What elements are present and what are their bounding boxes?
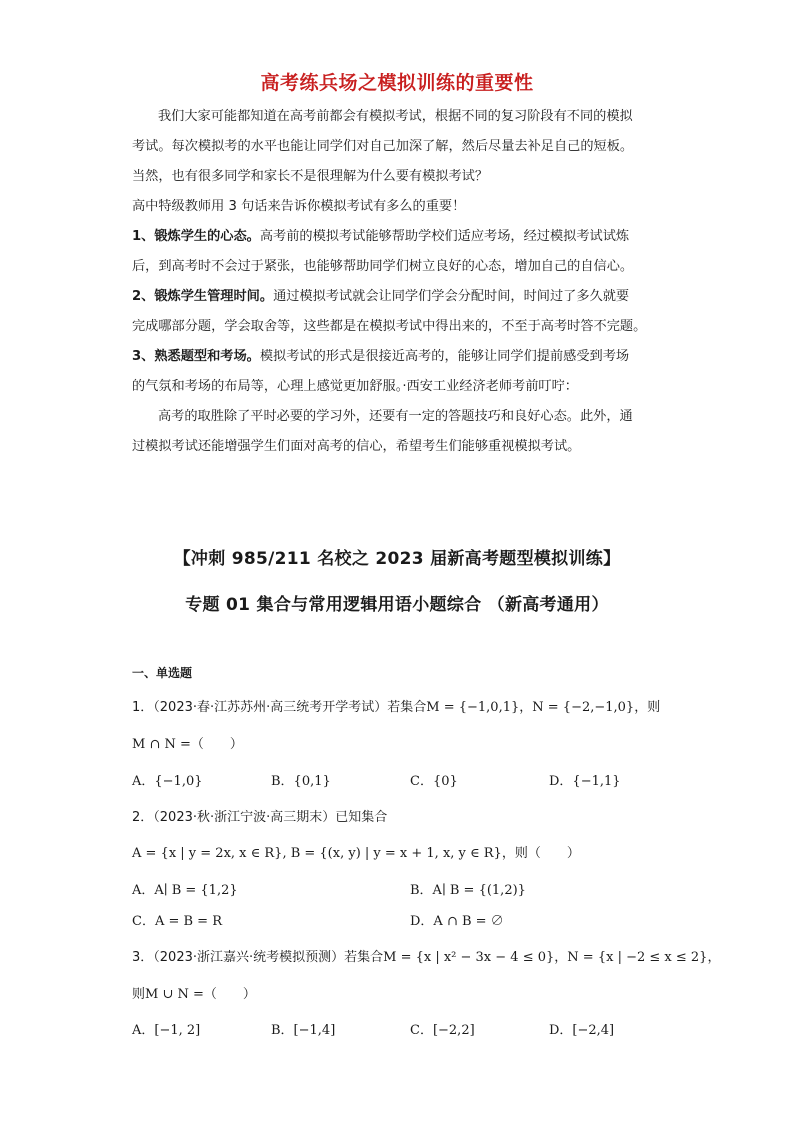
- item-1-line-2: 后，到高考时不会过于紧张，也能够帮助同学们树立良好的心态，增加自己的自信心。: [132, 259, 634, 274]
- question-1-suffix: ，则: [634, 700, 661, 715]
- question-2-sets: A = {x | y = 2x, x ∈ R}, B = {(x, y) | y = x + 1, x, y ∈ R}: [132, 846, 502, 861]
- item-3-text: 模拟考试的形式是很接近高考的，能够让同学们提前感受到考场: [259, 349, 630, 364]
- question-3-option-c: C．[−2,2]: [410, 1023, 475, 1038]
- question-1-line-2: M ∩ N =（ ）: [132, 737, 243, 752]
- question-3-set-n: N = {x | −2 ≤ x ≤ 2}: [567, 950, 708, 965]
- section-title-2: 专题 01 集合与常用逻辑用语小题综合 （新高考通用）: [185, 595, 609, 615]
- intro-line-4: 高中特级教师用 3 句话来告诉你模拟考试有多么的重要！: [132, 199, 466, 214]
- question-1-option-c: C．{0}: [410, 774, 458, 789]
- closing-line-2: 过模拟考试还能增强学生们面对高考的信心，希望考生们能够重视模拟考试。: [132, 439, 581, 454]
- question-1-set-n: N = {−2,−1,0}: [532, 700, 635, 715]
- question-1-option-a: A．{−1,0}: [132, 774, 203, 789]
- question-3-option-d: D．[−2,4]: [549, 1023, 615, 1038]
- intro-line-2: 考试。每次模拟考的水平也能让同学们对自己加深了解，然后尽量去补足自己的短板。: [132, 139, 634, 154]
- question-2-option-b: B．A∣ B = {(1,2)}: [410, 883, 526, 898]
- item-2-line-2: 完成哪部分题，学会取舍等，这些都是在模拟考试中得出来的，不至于高考时答不完题。: [132, 319, 647, 334]
- section-subheading: 一、单选题: [132, 666, 193, 680]
- question-3-sep: ，: [554, 950, 568, 965]
- question-2-option-c: C．A = B = R: [132, 914, 222, 929]
- question-2-tail: ，则（ ）: [501, 846, 580, 861]
- question-3-stem: [132, 946, 720, 965]
- question-3-option-b: B．[−1,4]: [271, 1023, 336, 1038]
- question-3-option-a: A．[−1, 2]: [132, 1023, 201, 1038]
- question-1-prefix: 1．（2023·春·江苏苏州·高三统考开学考试）若集合: [132, 700, 427, 715]
- intro-line-3: 当然，也有很多同学和家长不是很理解为什么要有模拟考试？: [132, 169, 489, 184]
- item-2-text: 通过模拟考试就会让同学们学会分配时间，时间过了多久就要: [273, 289, 630, 304]
- item-2-heading: 2、锻炼学生管理时间。: [132, 289, 274, 304]
- question-3-prefix: 3．（2023·浙江嘉兴·统考模拟预测）若集合: [132, 950, 384, 965]
- item-1-text: 高考前的模拟考试能够帮助学校们适应考场，经过模拟考试试炼: [259, 229, 630, 244]
- question-2-stem: 2．（2023·秋·浙江宁波·高三期末）已知集合: [132, 810, 388, 825]
- question-3-set-m: M = {x | x² − 3x − 4 ≤ 0}: [383, 950, 555, 965]
- question-1-option-b: B．{0,1}: [271, 774, 331, 789]
- intro-title: 高考练兵场之模拟训练的重要性: [260, 72, 534, 94]
- item-1-line-1: [132, 222, 672, 252]
- intro-paragraph: [132, 102, 672, 462]
- question-2-option-d: D．A ∩ B = ∅: [410, 914, 504, 929]
- question-1-stem: [132, 696, 660, 715]
- question-3-line-2: 则M ∪ N =（ ）: [132, 987, 256, 1002]
- question-3-suffix: ，: [707, 950, 721, 965]
- item-2-line-1: [132, 282, 672, 312]
- item-3-heading: 3、熟悉题型和考场。: [132, 349, 260, 364]
- question-2-line-2: [132, 842, 580, 861]
- question-1-option-d: D．{−1,1}: [549, 774, 621, 789]
- item-3-line-1: [132, 342, 672, 372]
- question-1-sep: ，: [519, 700, 533, 715]
- intro-line-1: 我们大家可能都知道在高考前都会有模拟考试，根据不同的复习阶段有不同的模拟: [158, 109, 633, 124]
- item-1-heading: 1、锻炼学生的心态。: [132, 229, 260, 244]
- question-2-option-a: A．A∣ B = {1,2}: [132, 883, 238, 898]
- item-3-line-2: 的气氛和考场的布局等，心理上感觉更加舒服。·西安工业经济老师考前叮咛：: [132, 379, 578, 394]
- section-title-1: 【冲刺 985/211 名校之 2023 届新高考题型模拟训练】: [173, 549, 621, 569]
- question-1-set-m: M = {−1,0,1}: [426, 700, 520, 715]
- closing-line-1: 高考的取胜除了平时必要的学习外，还要有一定的答题技巧和良好心态。此外，通: [158, 409, 633, 424]
